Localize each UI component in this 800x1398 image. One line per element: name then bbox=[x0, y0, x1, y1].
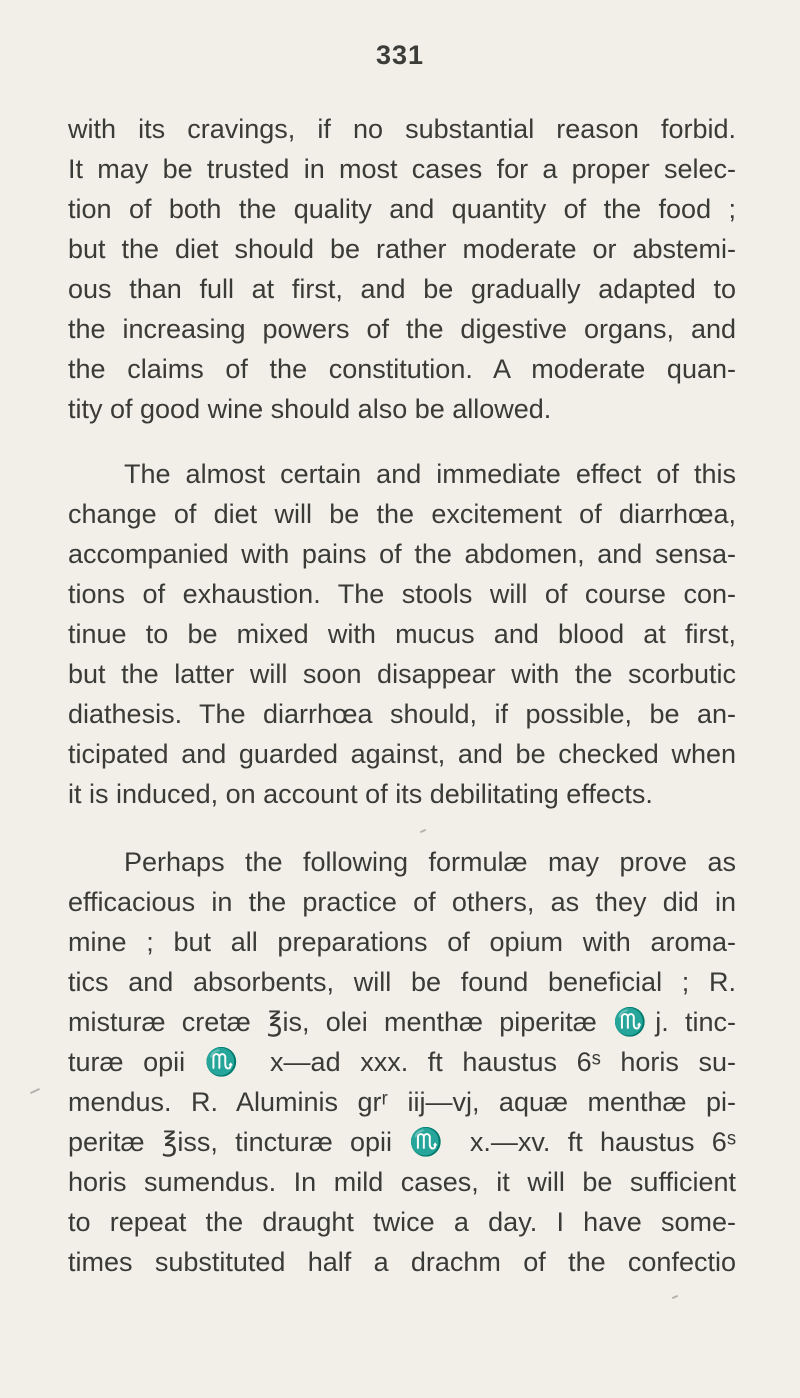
text-line: turæ opii ♏ x—ad xxx. ft haustus 6ˢ horis su- bbox=[68, 1047, 736, 1077]
text-line: times substituted half a drachm of the confectio bbox=[68, 1247, 736, 1277]
text-line: tity of good wine should also be allowed. bbox=[68, 394, 552, 424]
text-line: but the diet should be rather moderate or abstemi- bbox=[68, 234, 736, 264]
text-line: ticipated and guarded against, and be checked when bbox=[68, 739, 736, 769]
text-line: it is induced, on account of its debilitating effects. bbox=[68, 779, 653, 809]
text-line: It may be trusted in most cases for a proper selec- bbox=[68, 154, 736, 184]
text-line: diathesis. The diarrhœa should, if possible, be an- bbox=[68, 699, 736, 729]
text-line: ous than full at first, and be gradually adapted to bbox=[68, 274, 736, 304]
text-line: but the latter will soon disappear with the scorbutic bbox=[68, 659, 736, 689]
text-line: horis sumendus. In mild cases, it will be sufficient bbox=[68, 1167, 736, 1197]
text-line: the increasing powers of the digestive organs, and bbox=[68, 314, 736, 344]
text-line: efficacious in the practice of others, as they did in bbox=[68, 887, 736, 917]
text-line: mendus. R. Aluminis grʳ iij—vj, aquæ menthæ pi- bbox=[68, 1087, 736, 1117]
text-line: change of diet will be the excitement of diarrhœa, bbox=[68, 499, 736, 529]
text-line: tion of both the quality and quantity of the food ; bbox=[68, 194, 736, 224]
text-line: to repeat the draught twice a day. I have some- bbox=[68, 1207, 736, 1237]
text-line: The almost certain and immediate effect of this bbox=[124, 459, 736, 489]
text-line: the claims of the constitution. A moderate quan- bbox=[68, 354, 736, 384]
text-line: mine ; but all preparations of opium with aroma- bbox=[68, 927, 736, 957]
paper-speck bbox=[30, 1088, 40, 1094]
text-line: accompanied with pains of the abdomen, and sensa- bbox=[68, 539, 736, 569]
text-line: peritæ ℥iss, tincturæ opii ♏ x.—xv. ft haustus 6ˢ bbox=[68, 1127, 736, 1157]
page-number: 331 bbox=[375, 40, 425, 70]
paper-speck bbox=[672, 1295, 678, 1299]
text-line: tics and absorbents, will be found beneficial ; R. bbox=[68, 967, 736, 997]
text-line: tinue to be mixed with mucus and blood at first, bbox=[68, 619, 736, 649]
paper-speck bbox=[420, 829, 426, 833]
text-line: tions of exhaustion. The stools will of course con- bbox=[68, 579, 736, 609]
text-line: misturæ cretæ ℥is, olei menthæ piperitæ ♏j. tinc- bbox=[68, 1007, 736, 1037]
text-line: with its cravings, if no substantial reason forbid. bbox=[68, 114, 736, 144]
text-line: Perhaps the following formulæ may prove as bbox=[124, 847, 736, 877]
